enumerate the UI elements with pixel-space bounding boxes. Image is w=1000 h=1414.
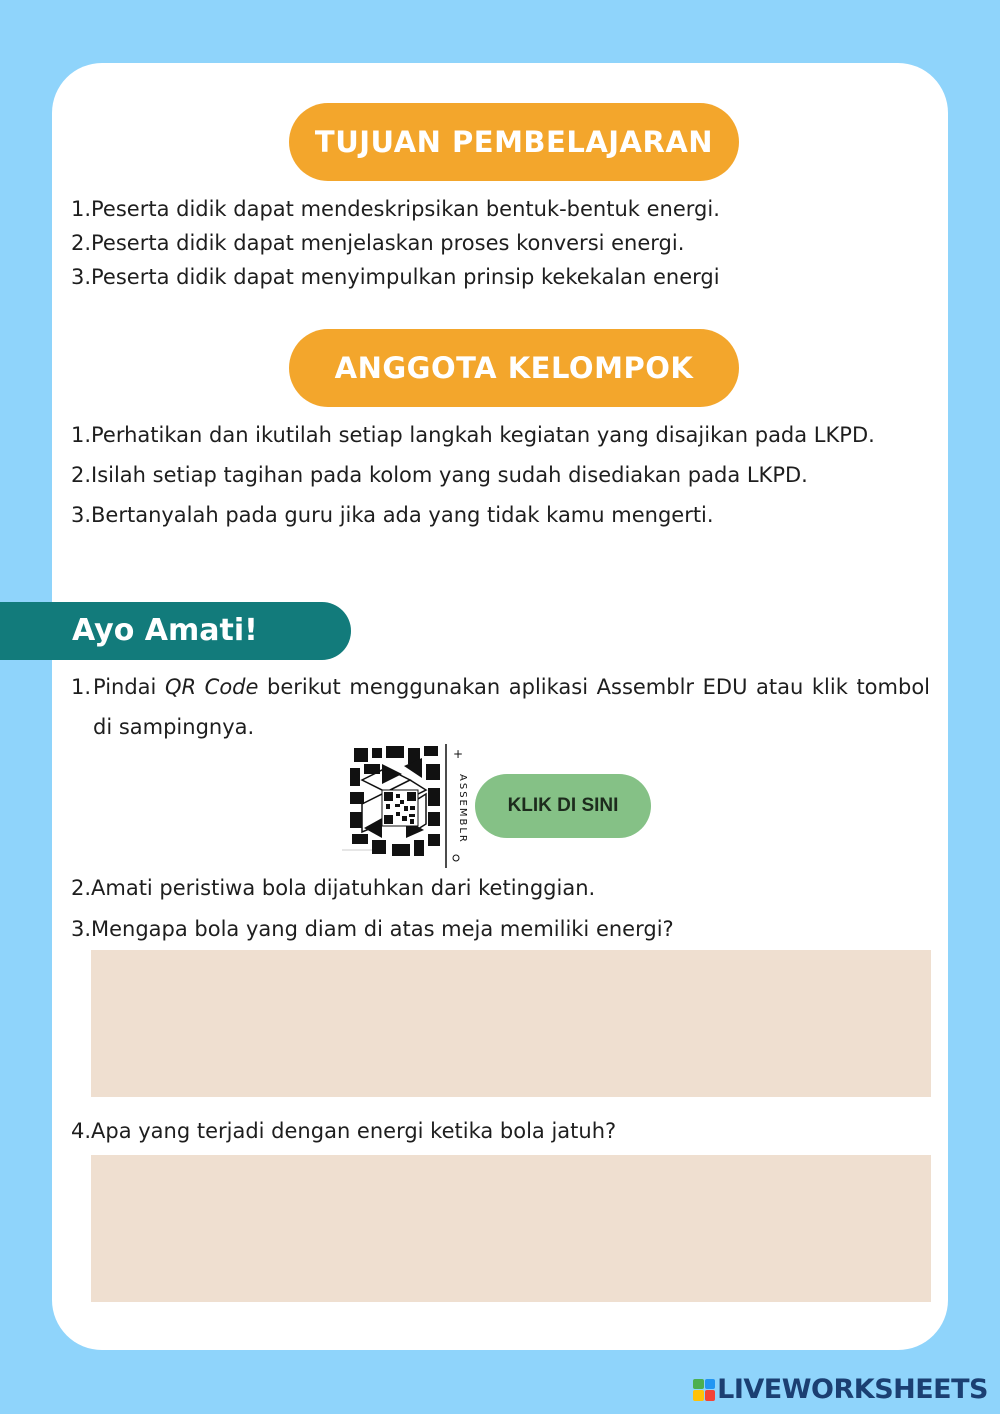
liveworksheets-logo-icon [693, 1379, 715, 1401]
answer-box-4[interactable] [91, 1155, 931, 1302]
question-2: 2. Amati peristiwa bola dijatuhkan dari ketinggian. [70, 876, 596, 900]
list-item: 1. Perhatikan dan ikutilah setiap langkah kegiatan yang disajikan pada LKPD. [70, 423, 875, 447]
svg-text:ASSEMBLR: ASSEMBLR [457, 774, 468, 844]
list-item: 3. Bertanyalah pada guru jika ada yang tidak kamu mengerti. [70, 503, 714, 527]
liveworksheets-logo: LIVEWORKSHEETS [693, 1374, 988, 1405]
klik-di-sini-button[interactable]: KLIK DI SINI [475, 774, 651, 838]
list-item: 1. Pindai QR Code berikut menggunakan aplikasi Assemblr EDU atau klik tombol di sampingnya. [70, 675, 931, 739]
answer-box-3[interactable] [91, 950, 931, 1097]
question-4: 4. Apa yang terjadi dengan energi ketika bola jatuh? [70, 1119, 617, 1143]
svg-text:+: + [452, 747, 464, 761]
anggota-list [70, 415, 930, 535]
list-item: 2. Peserta didik dapat menjelaskan proses konversi energi. [70, 231, 685, 255]
list-item: 3. Peserta didik dapat menyimpulkan prinsip kekekalan energi [70, 265, 720, 289]
heading-anggota-kelompok: ANGGOTA KELOMPOK [289, 329, 739, 407]
list-item: 2. Isilah setiap tagihan pada kolom yang sudah disediakan pada LKPD. [70, 463, 808, 487]
list-item: 1. Peserta didik dapat mendeskripsikan bentuk-bentuk energi. [70, 197, 720, 221]
tujuan-list [70, 192, 930, 294]
qr-code-icon [342, 744, 466, 868]
ayo-amati-banner: Ayo Amati! [0, 602, 351, 660]
question-1 [70, 667, 930, 747]
heading-tujuan-pembelajaran: TUJUAN PEMBELAJARAN [289, 103, 739, 181]
qr-code-image [342, 744, 466, 868]
question-3: 3. Mengapa bola yang diam di atas meja memiliki energi? [70, 917, 674, 941]
